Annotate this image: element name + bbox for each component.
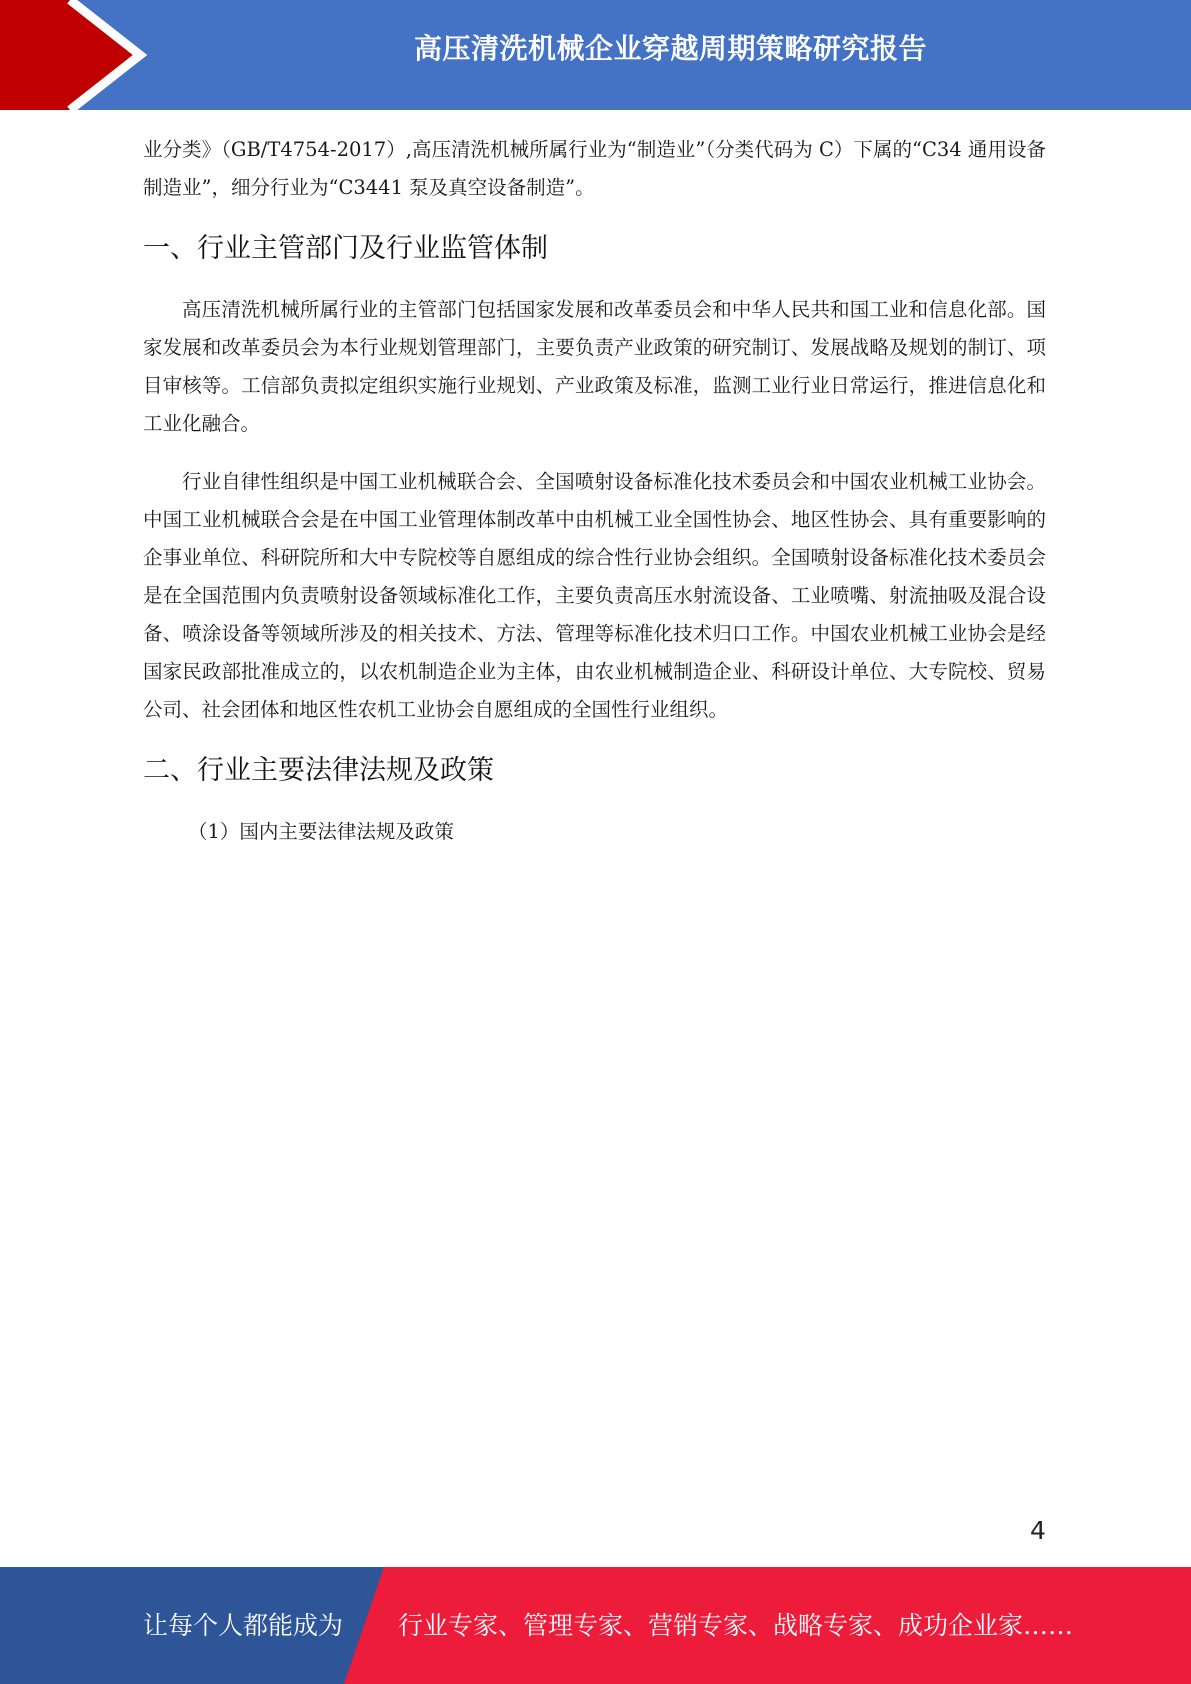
footer-slogan-left: 让每个人都能成为 xyxy=(143,1611,344,1640)
page-header xyxy=(0,0,1191,110)
footer-slogan-right: 行业专家、管理专家、营销专家、战略专家、成功企业家…… xyxy=(398,1611,1074,1640)
intro-paragraph: 业分类》（GB/T4754-2017）,高压清洗机械所属行业为“制造业”（分类代码为 C）下属的“C34 通用设备制造业”，细分行业为“C3441 泵及真空设备制造”。 xyxy=(143,138,1046,199)
section-heading-2: 二、行业主要法律法规及政策 xyxy=(143,755,494,786)
section-heading-1: 一、行业主管部门及行业监管体制 xyxy=(143,233,548,264)
page-footer xyxy=(0,1567,1191,1684)
section1-paragraph-1: 高压清洗机械所属行业的主管部门包括国家发展和改革委员会和中华人民共和国工业和信息化部。国家发展和改革委员会为本行业规划管理部门，主要负责产业政策的研究制订、发展战略及规划的制订、项目审核等。工信部负责拟定组织实施行业规划、产业政策及标准，监测工业行业日常运行，推进信息化和工业化融合。 xyxy=(143,298,1046,435)
section2-subheading: （1）国内主要法律法规及政策 xyxy=(188,820,454,843)
page-number: 4 xyxy=(1030,1516,1046,1545)
header-chevron-decoration xyxy=(0,0,160,110)
section1-paragraph-2: 行业自律性组织是中国工业机械联合会、全国喷射设备标准化技术委员会和中国农业机械工业协会。中国工业机械联合会是在中国工业管理体制改革中由机械工业全国性协会、地区性协会、具有重要影响的企事业单位、科研院所和大中专院校等自愿组成的综合性行业协会组织。全国喷射设备标准化技术委员会是在全国范围内负责喷射设备领域标准化工作，主要负责高压水射流设备、工业喷嘴、射流抽吸及混合设备、喷涂设备等领域所涉及的相关技术、方法、管理等标准化技术归口工作。中国农业机械工业协会是经国家民政部批准成立的，以农机制造企业为主体，由农业机械制造企业、科研设计单位、大专院校、贸易公司、社会团体和地区性农机工业协会自愿组成的全国性行业组织。 xyxy=(143,470,1046,721)
document-body xyxy=(143,131,1046,851)
report-title: 高压清洗机械企业穿越周期策略研究报告 xyxy=(413,32,927,65)
